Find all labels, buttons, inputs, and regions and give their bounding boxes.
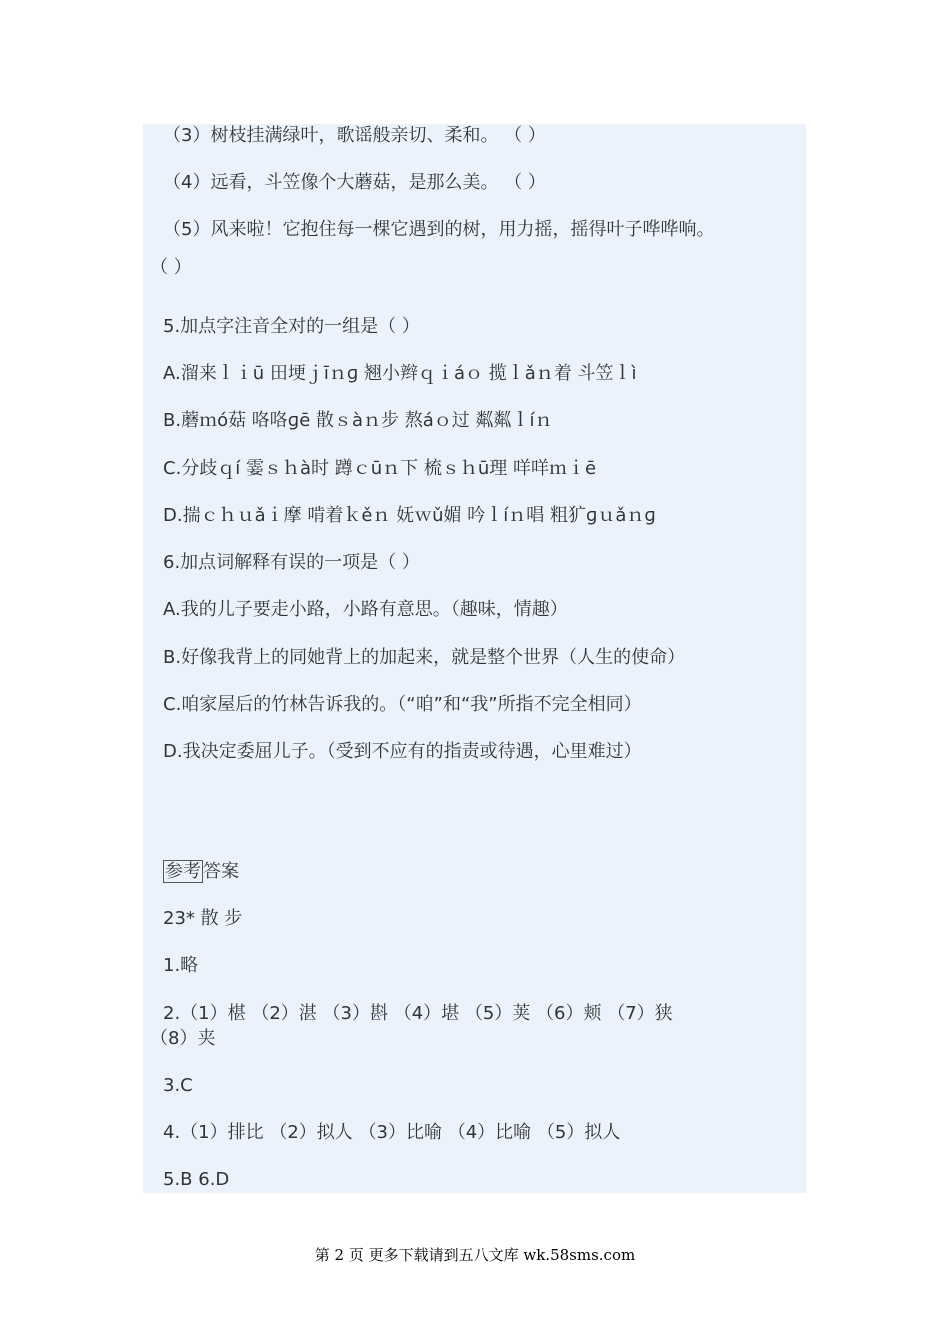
question-5-option-a: A.溜来ｌｉū 田埂ｊīｎɡ 翘小辫ｑｉáｏ 揽ｌǎｎ着 斗笠ｌì	[163, 363, 637, 384]
question-4-item-5: （5）风来啦！它抱住每一棵它遇到的树，用力摇，摇得叶子哗哗响。	[163, 219, 715, 240]
answer-5-6: 5.B 6.D	[163, 1169, 230, 1190]
answer-heading-rest: 答案	[203, 861, 239, 882]
question-5-prompt: 5.加点字注音全对的一组是（ ）	[163, 316, 420, 337]
question-4-item-3: （3）树枝挂满绿叶，歌谣般亲切、柔和。 （ ）	[163, 125, 546, 146]
answer-heading-boxed: 参考	[165, 861, 201, 882]
page-footer: 第 2 页 更多下载请到五八文库 wk.58sms.com	[314, 1246, 636, 1264]
answer-1: 1.略	[163, 955, 199, 976]
question-6-option-a: A.我的儿子要走小路，小路有意思。（趣味，情趣）	[163, 599, 568, 620]
question-5-option-d: D.揣ｃｈｕǎｉ摩 啃着ｋěｎ 妩ｗǔ媚 吟ｌíｎ唱 粗犷ɡｕǎｎɡ	[163, 505, 656, 526]
answer-4: 4.（1）排比 （2）拟人 （3）比喻 （4）比喻 （5）拟人	[163, 1122, 621, 1143]
question-6-option-b: B.好像我背上的同她背上的加起来，就是整个世界（人生的使命）	[163, 647, 686, 668]
question-4-item-5-blank: （ ）	[150, 257, 192, 278]
question-5-option-b: B.蘑ｍó菇 咯咯ɡē 散ｓàｎ步 熬áｏ过 粼粼ｌíｎ	[163, 410, 553, 431]
question-6-option-c: C.咱家屋后的竹林告诉我的。（“咱”和“我”所指不完全相同）	[163, 694, 642, 715]
question-6-option-d: D.我决定委屈儿子。（受到不应有的指责或待遇，心里难过）	[163, 741, 642, 762]
question-5-option-c: C.分歧ｑí 霎ｓｈà时 蹲ｃūｎ下 梳ｓｈū理 咩咩ｍｉē	[163, 458, 597, 479]
answer-3: 3.C	[163, 1075, 193, 1096]
answer-2-continued: （8）夹	[150, 1028, 216, 1049]
answer-2: 2.（1）椹 （2）湛 （3）斟 （4）堪 （5）荚 （6）颊 （7）狭	[163, 1003, 673, 1024]
question-6-prompt: 6.加点词解释有误的一项是（ ）	[163, 552, 420, 573]
answer-heading	[163, 860, 239, 884]
question-4-item-4: （4）远看，斗笠像个大蘑菇，是那么美。 （ ）	[163, 172, 546, 193]
answer-title: 23* 散 步	[163, 908, 243, 929]
